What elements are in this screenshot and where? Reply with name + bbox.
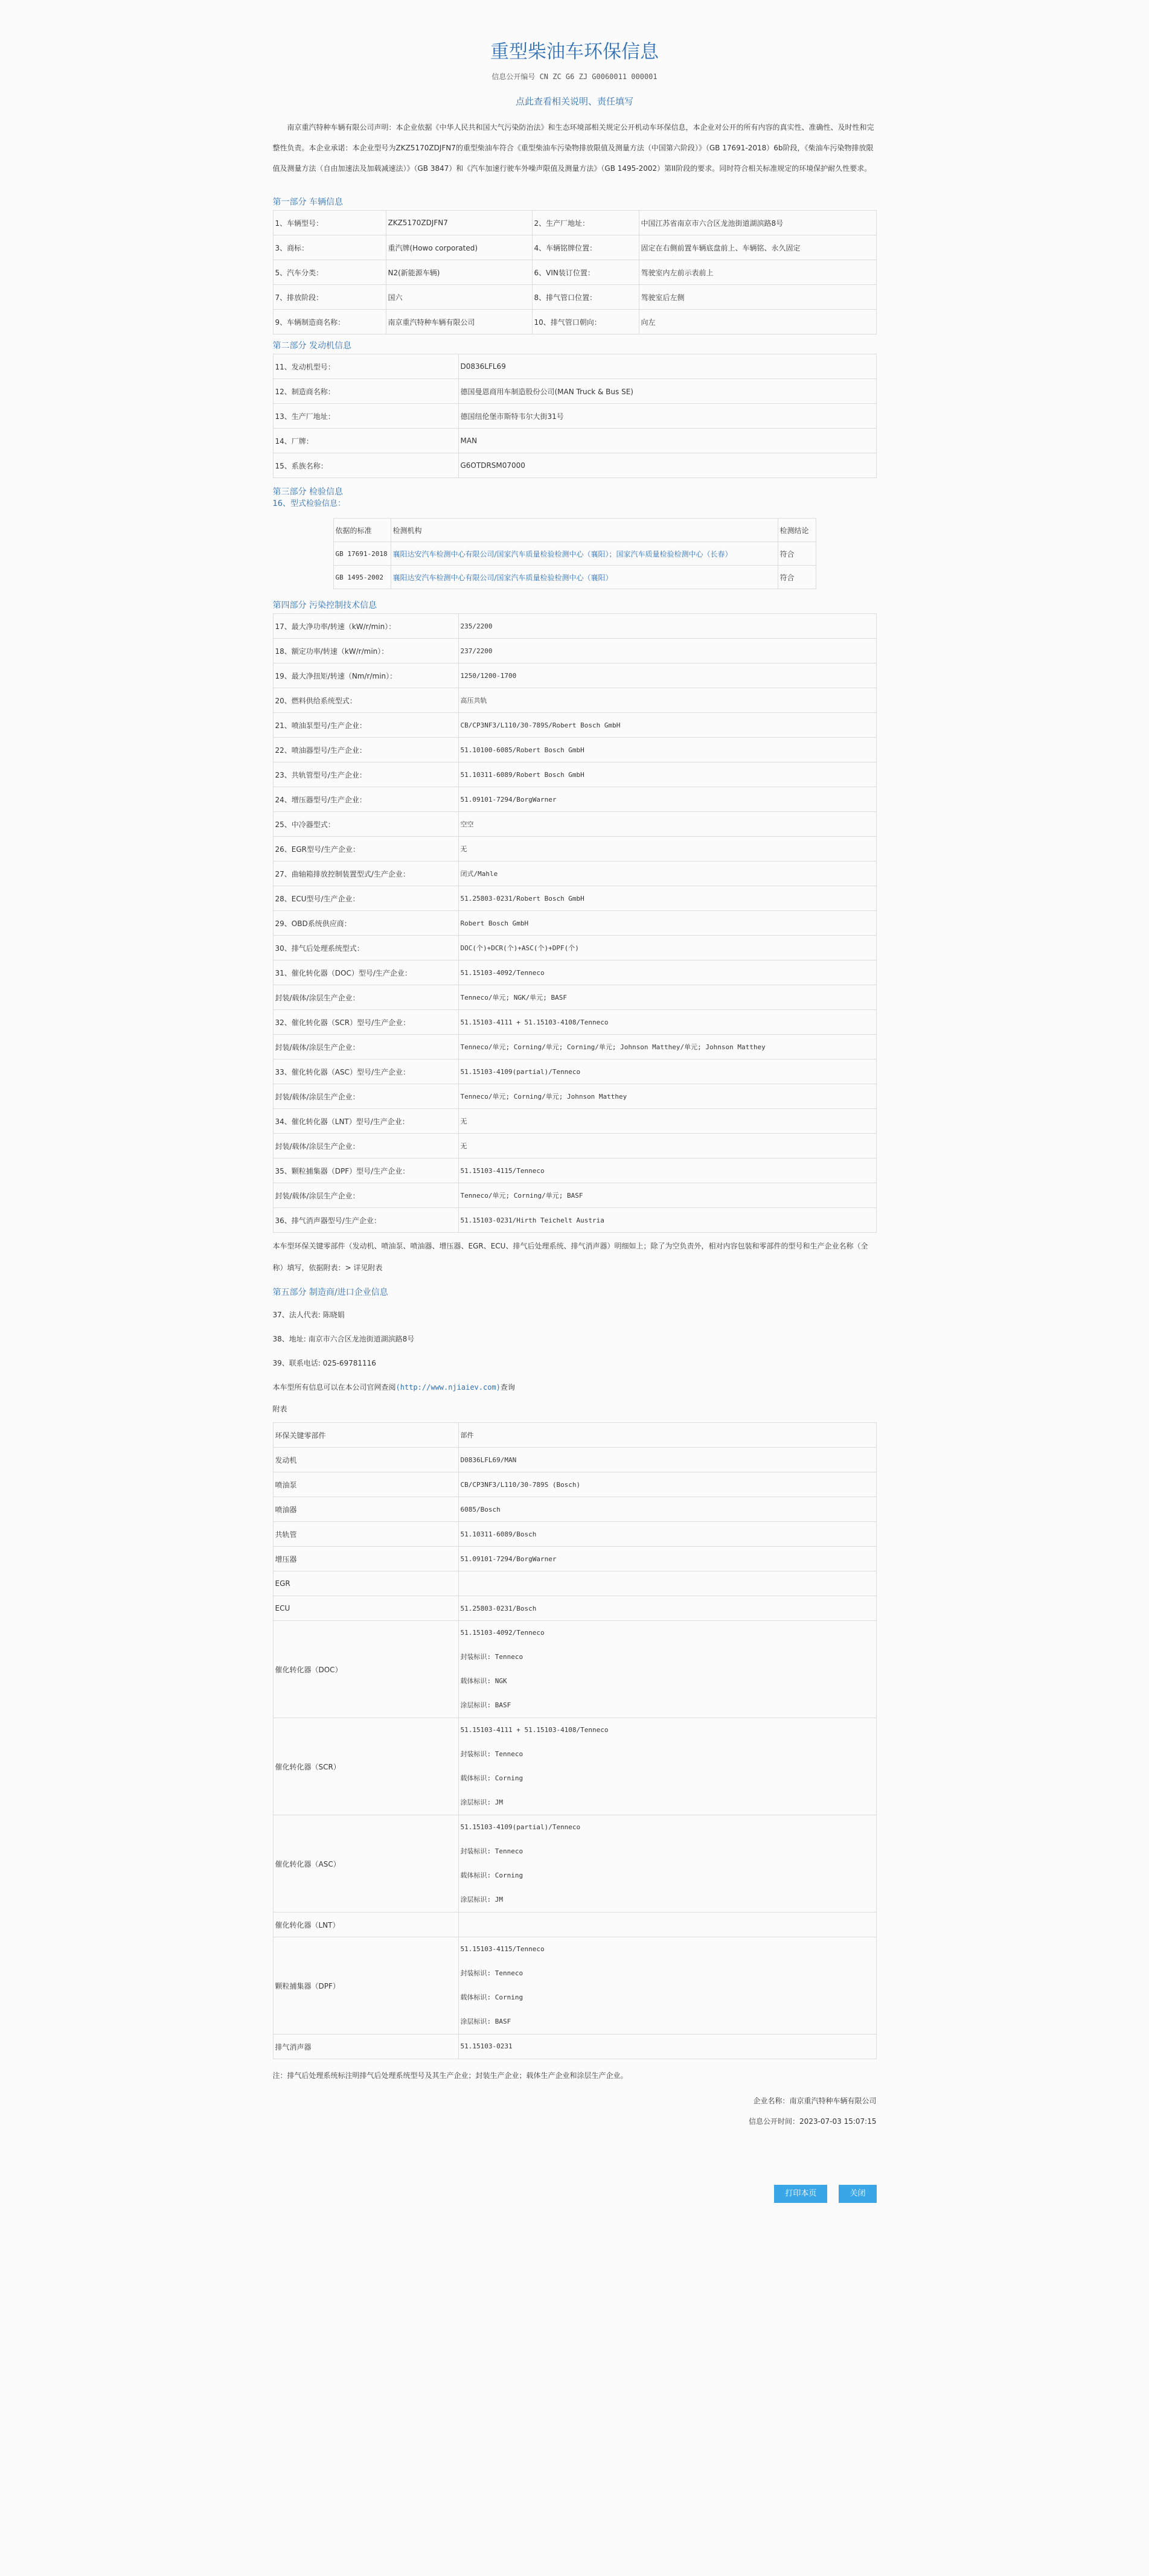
table-row [273, 1913, 876, 1937]
section-pollution-title: 第四部分 污染控制技术信息 [272, 601, 377, 610]
table-row [333, 566, 816, 589]
component-detail-line: 涂层标识: JM [460, 1896, 503, 1903]
field-value: Robert Bosch GmbH [458, 911, 876, 936]
manufacturer-address: 38、地址: 南京市六合区龙池街道湖滨路8号 [272, 1335, 415, 1343]
field-label: 封装/载体/涂层生产企业： [273, 1183, 458, 1208]
publish-time: 信息公开时间：2023-07-03 15:07:15 [749, 2117, 877, 2126]
attachment-note: 注：排气后处理系统标注明排气后处理系统型号及其生产企业；封装生产企业；载体生产企业和涂层生产企业。 [272, 2071, 628, 2080]
component-details [458, 1718, 876, 1815]
test-result: 符合 [778, 566, 816, 589]
table-row [273, 310, 876, 334]
table-row [273, 1937, 876, 2034]
field-label: 29、OBD系统供应商： [273, 911, 458, 936]
field-value: 235/2200 [458, 614, 876, 639]
section-inspection-title: 第三部分 检验信息 [272, 487, 343, 497]
field-label: 7、排放阶段： [273, 285, 386, 310]
component-detail-line: 51.15103-4092/Tenneco [460, 1629, 545, 1637]
field-label: 34、催化转化器（LNT）型号/生产企业： [273, 1109, 458, 1134]
table-row [273, 404, 876, 429]
table-row [273, 1084, 876, 1109]
component-value: 部件 [458, 1423, 876, 1448]
table-row [273, 260, 876, 285]
component-value: 51.25803-0231/Bosch [458, 1596, 876, 1621]
component-details [458, 1621, 876, 1718]
field-value: 无 [458, 837, 876, 861]
field-value: N2(新能源车辆) [386, 260, 532, 285]
component-details [458, 1815, 876, 1913]
field-value: 51.15103-0231/Hirth Teichelt Austria [458, 1208, 876, 1233]
component-value: 51.10311-6089/Bosch [458, 1522, 876, 1547]
table-row [273, 861, 876, 886]
field-label: 23、共轨管型号/生产企业： [273, 762, 458, 787]
field-label: 31、催化转化器（DOC）型号/生产企业： [273, 960, 458, 985]
component-detail-line: 涂层标识: JM [460, 1798, 503, 1806]
instructions-link[interactable]: 点此查看相关说明、责任填写 [515, 96, 633, 107]
table-row [273, 787, 876, 812]
field-value: DOC(个)+DCR(个)+ASC(个)+DPF(个) [458, 936, 876, 960]
field-label: 30、排气后处理系统型式： [273, 936, 458, 960]
attachment-label: 附表 [272, 1405, 287, 1413]
component-detail-line [461, 1913, 874, 1937]
table-row [273, 285, 876, 310]
print-button[interactable]: 打印本页 [774, 2185, 827, 2203]
table-row [273, 379, 876, 404]
field-label: 4、车辆铭牌位置： [532, 235, 639, 260]
field-label: 12、制造商名称： [273, 379, 458, 404]
component-value: 6085/Bosch [458, 1497, 876, 1522]
section-manufacturer-title: 第五部分 制造商/进口企业信息 [272, 1288, 388, 1297]
field-value: 向左 [639, 310, 876, 334]
field-label: 28、ECU型号/生产企业： [273, 886, 458, 911]
component-detail-line: 涂层标识: BASF [460, 2018, 511, 2025]
page-title: 重型柴油车环保信息 [490, 41, 659, 63]
table-row [273, 1472, 876, 1497]
field-label: 13、生产厂地址： [273, 404, 458, 429]
section-vehicle-title: 第一部分 车辆信息 [272, 197, 343, 207]
field-label: 17、最大净功率/转速（kW/r/min）： [273, 614, 458, 639]
table-row [273, 985, 876, 1010]
table-row [273, 1497, 876, 1522]
table-row [273, 354, 876, 379]
test-result: 符合 [778, 542, 816, 566]
table-row [273, 911, 876, 936]
component-detail-line: 载体标识: Corning [460, 1993, 523, 2001]
field-value: D0836LFL69 [458, 354, 876, 379]
components-note: 本车型环保关键零部件（发动机、喷油泵、喷油器、增压器、EGR、ECU、排气后处理系统、排气消声器）明细如上；除了为空负责外，相对内容包装和零部件的型号和生产企业名称（全称）填写，依据附表：> 详见附表 [272, 1242, 868, 1272]
field-value: 驾驶室内左前示表前上 [639, 260, 876, 285]
table-row [273, 1208, 876, 1233]
column-header: 检测结论 [778, 519, 816, 542]
field-value: 51.10311-6089/Robert Bosch GmbH [458, 762, 876, 787]
component-name: 喷油泵 [273, 1472, 458, 1497]
field-label: 封装/载体/涂层生产企业： [273, 1035, 458, 1059]
close-button[interactable]: 关闭 [839, 2185, 876, 2203]
component-details [458, 2034, 876, 2059]
action-buttons [273, 2185, 877, 2203]
table-row [273, 1448, 876, 1472]
component-detail-line: 51.15103-4109(partial)/Tenneco [460, 1823, 581, 1831]
info-code: 信息公开编号 CN ZC G6 ZJ G0060011 000001 [491, 72, 658, 81]
table-row [273, 1522, 876, 1547]
component-name: 环保关键零部件 [273, 1423, 458, 1448]
field-label: 26、EGR型号/生产企业： [273, 837, 458, 861]
table-row [273, 1815, 876, 1913]
field-value: 驾驶室后左侧 [639, 285, 876, 310]
component-detail-line: 载体标识: Corning [460, 1871, 523, 1879]
field-value: ZKZ5170ZDJFN7 [386, 211, 532, 235]
table-row [273, 453, 876, 478]
field-label: 11、发动机型号： [273, 354, 458, 379]
component-name: 排气消声器 [273, 2034, 458, 2059]
field-value: 51.25803-0231/Robert Bosch GmbH [458, 886, 876, 911]
component-value: 51.09101-7294/BorgWarner [458, 1547, 876, 1571]
field-label: 35、颗粒捕集器（DPF）型号/生产企业： [273, 1159, 458, 1183]
field-value: 高压共轨 [458, 688, 876, 713]
component-detail-line: 载体标识: Corning [460, 1774, 523, 1782]
component-detail-line: 涂层标识: BASF [460, 1701, 511, 1709]
field-value: 51.15103-4115/Tenneco [458, 1159, 876, 1183]
component-name: 催化转化器（ASC） [273, 1815, 458, 1913]
field-label: 18、额定功率/转速（kW/r/min）： [273, 639, 458, 663]
vehicle-info-table [273, 210, 877, 334]
component-name: 颗粒捕集器（DPF） [273, 1937, 458, 2034]
table-row [273, 614, 876, 639]
field-value: Tenneco/单元; Corning/单元; Corning/单元; Johnson Matthey/单元; Johnson Matthey [458, 1035, 876, 1059]
test-organization-link[interactable]: 襄阳达安汽车检测中心有限公司/国家汽车质量检验检测中心（襄阳）；国家汽车质量检验检测中心（长春） [391, 542, 778, 566]
pollution-control-table [273, 613, 877, 1233]
query-prefix: 本车型所有信息可以在本公司官网查阅 [272, 1383, 396, 1392]
field-label: 15、系族名称： [273, 453, 458, 478]
field-value: 德国曼恩商用车制造股份公司(MAN Truck & Bus SE) [458, 379, 876, 404]
field-value: 固定在右侧前置车辆底盘前上、车辆铭、永久固定 [639, 235, 876, 260]
field-label: 封装/载体/涂层生产企业： [273, 1134, 458, 1159]
field-label: 6、VIN装订位置： [532, 260, 639, 285]
field-label: 3、商标： [273, 235, 386, 260]
table-row [273, 713, 876, 738]
table-row [273, 1059, 876, 1084]
field-value: CB/CP3NF3/L110/30-789S/Robert Bosch GmbH [458, 713, 876, 738]
table-row [273, 837, 876, 861]
table-row [273, 1134, 876, 1159]
field-value: Tenneco/单元; NGK/单元; BASF [458, 985, 876, 1010]
field-label: 36、排气消声器型号/生产企业： [273, 1208, 458, 1233]
table-row [273, 688, 876, 713]
component-value: CB/CP3NF3/L110/30-789S (Bosch) [458, 1472, 876, 1497]
table-row [273, 1718, 876, 1815]
test-standard: GB 17691-2018 [333, 542, 391, 566]
field-value: Tenneco/单元; Corning/单元; BASF [458, 1183, 876, 1208]
field-label: 14、厂牌： [273, 429, 458, 453]
table-row [273, 1547, 876, 1571]
component-detail-line: 51.15103-4115/Tenneco [460, 1945, 545, 1953]
field-label: 封装/载体/涂层生产企业： [273, 985, 458, 1010]
table-row [273, 2034, 876, 2059]
table-row [273, 429, 876, 453]
field-value: 重汽牌(Howo corporated) [386, 235, 532, 260]
table-row [333, 542, 816, 566]
field-value: 237/2200 [458, 639, 876, 663]
test-organization-link[interactable]: 襄阳达安汽车检测中心有限公司/国家汽车质量检验检测中心（襄阳） [391, 566, 778, 589]
table-row [273, 936, 876, 960]
field-value: 无 [458, 1134, 876, 1159]
field-value: 51.15103-4092/Tenneco [458, 960, 876, 985]
field-value: 南京重汽特种车辆有限公司 [386, 310, 532, 334]
engine-info-table [273, 354, 877, 478]
field-value: 中国江苏省南京市六合区龙池街道湖滨路8号 [639, 211, 876, 235]
page [273, 0, 877, 2203]
field-value: 51.10100-6085/Robert Bosch GmbH [458, 738, 876, 762]
section-engine-title: 第二部分 发动机信息 [272, 341, 351, 351]
attachment-table [273, 1422, 877, 2059]
component-detail-line: 载体标识: NGK [460, 1677, 507, 1685]
table-row [273, 762, 876, 787]
component-detail-line: 封装标识: Tenneco [460, 1847, 523, 1855]
field-value: 闭式/Mahle [458, 861, 876, 886]
field-label: 1、车辆型号： [273, 211, 386, 235]
field-value: 51.15103-4111 + 51.15103-4108/Tenneco [458, 1010, 876, 1035]
table-row [273, 960, 876, 985]
field-label: 封装/载体/涂层生产企业： [273, 1084, 458, 1109]
field-value: 国六 [386, 285, 532, 310]
field-value: Tenneco/单元; Corning/单元; Johnson Matthey [458, 1084, 876, 1109]
table-row [273, 663, 876, 688]
field-label: 19、最大净扭矩/转速（Nm/r/min）： [273, 663, 458, 688]
table-row [273, 738, 876, 762]
component-name: 催化转化器（DOC） [273, 1621, 458, 1718]
table-row [273, 812, 876, 837]
field-value: G6OTDRSM07000 [458, 453, 876, 478]
table-row [273, 1035, 876, 1059]
manufacturer-phone: 39、联系电话: 025-69781116 [272, 1359, 376, 1367]
table-row [273, 1159, 876, 1183]
component-detail-line: 封装标识: Tenneco [460, 1750, 523, 1758]
component-detail-line: 封装标识: Tenneco [460, 1653, 523, 1661]
component-name: 喷油器 [273, 1497, 458, 1522]
column-header: 检测机构 [391, 519, 778, 542]
legal-representative: 37、法人代表: 陈晓娟 [272, 1311, 345, 1319]
field-value: 51.15103-4109(partial)/Tenneco [458, 1059, 876, 1084]
field-label: 8、排气管口位置： [532, 285, 639, 310]
table-row [273, 235, 876, 260]
table-row [273, 1109, 876, 1134]
component-detail-line: 51.15103-4111 + 51.15103-4108/Tenneco [460, 1726, 609, 1734]
website-link[interactable]: (http://www.njiaiev.com) [395, 1383, 501, 1392]
table-row [273, 1621, 876, 1718]
table-row [273, 1423, 876, 1448]
table-header-row [333, 519, 816, 542]
field-label: 25、中冷器型式： [273, 812, 458, 837]
field-value: 无 [458, 1109, 876, 1134]
component-value [458, 1571, 876, 1596]
component-name: 催化转化器（SCR） [273, 1718, 458, 1815]
table-row [273, 1010, 876, 1035]
component-name: 催化转化器（LNT） [273, 1913, 458, 1937]
table-row [273, 1183, 876, 1208]
component-detail-line: 封装标识: Tenneco [460, 1969, 523, 1977]
field-label: 20、燃料供给系统型式： [273, 688, 458, 713]
table-row [273, 639, 876, 663]
field-value: 51.09101-7294/BorgWarner [458, 787, 876, 812]
component-name: 发动机 [273, 1448, 458, 1472]
query-info [273, 1375, 877, 1399]
table-row [273, 211, 876, 235]
field-label: 32、催化转化器（SCR）型号/生产企业： [273, 1010, 458, 1035]
declaration-text: 南京重汽特种车辆有限公司声明：本企业依据《中华人民共和国大气污染防治法》和生态环境部相关规定公开机动车环保信息，本企业对公开的所有内容的真实性、准确性、及时性和完整性负责。本企业承诺：本企业型号为ZKZ5170ZDJFN7的重型柴油车符合《重型柴油车污染物排放限值及测量方法（中国第六阶段）》（GB 17691-2018）6b阶段，《柴油车污染物排放限值及测量方法（自由加速法及加载减速法）》（GB 3847）和《汽车加速行驶车外噪声限值及测量方法》（GB 1495-2002）第II阶段的要求。同时符合相关标准规定的环境保护耐久性要求。 [272, 123, 874, 173]
field-label: 33、催化转化器（ASC）型号/生产企业： [273, 1059, 458, 1084]
field-label: 24、增压器型号/生产企业： [273, 787, 458, 812]
field-value: MAN [458, 429, 876, 453]
field-label: 22、喷油器型号/生产企业： [273, 738, 458, 762]
type-test-subtitle: 16、型式检验信息： [272, 499, 346, 508]
query-suffix: 查询 [500, 1383, 515, 1392]
field-label: 2、生产厂地址： [532, 211, 639, 235]
table-row [273, 1596, 876, 1621]
component-name: 共轨管 [273, 1522, 458, 1547]
component-value: D0836LFL69/MAN [458, 1448, 876, 1472]
field-value: 德国纽伦堡市斯特韦尔大街31号 [458, 404, 876, 429]
inspection-table [333, 518, 816, 589]
company-name: 企业名称：南京重汽特种车辆有限公司 [753, 2097, 877, 2105]
component-name: 增压器 [273, 1547, 458, 1571]
component-name: ECU [273, 1596, 458, 1621]
test-standard: GB 1495-2002 [333, 566, 391, 589]
field-label: 27、曲轴箱排放控制装置型式/生产企业： [273, 861, 458, 886]
field-value: 1250/1200-1700 [458, 663, 876, 688]
table-row [273, 886, 876, 911]
component-detail-line: 51.15103-0231 [460, 2042, 513, 2050]
field-label: 9、车辆制造商名称： [273, 310, 386, 334]
field-label: 5、汽车分类： [273, 260, 386, 285]
component-details [458, 1937, 876, 2034]
table-row [273, 1571, 876, 1596]
field-label: 10、排气管口朝向： [532, 310, 639, 334]
field-label: 21、喷油泵型号/生产企业： [273, 713, 458, 738]
field-value: 空空 [458, 812, 876, 837]
component-name: EGR [273, 1571, 458, 1596]
column-header: 依据的标准 [333, 519, 391, 542]
component-details [458, 1913, 876, 1937]
